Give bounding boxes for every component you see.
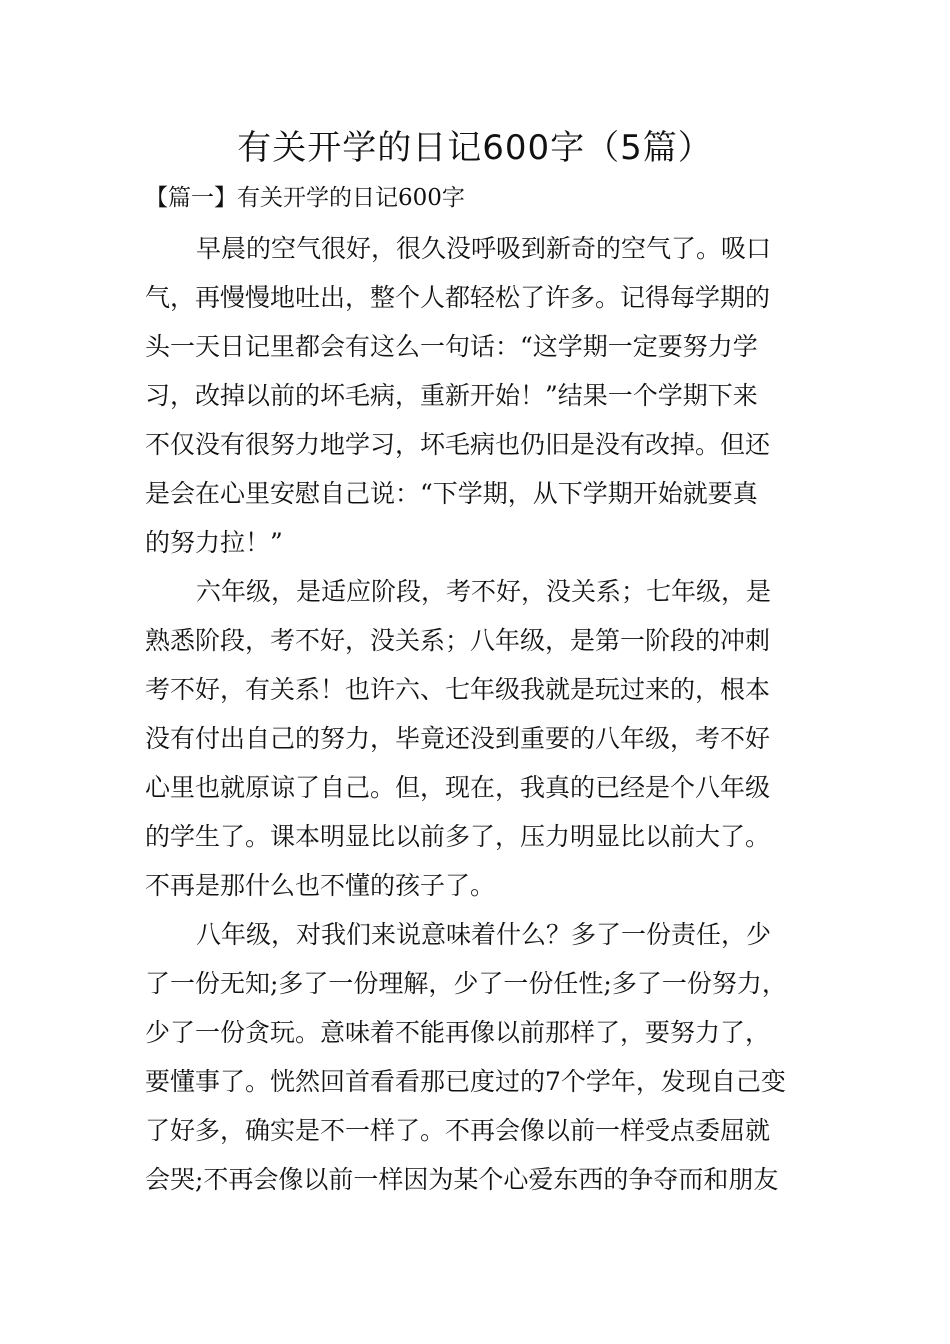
text-line: 早晨的空气很好，很久没呼吸到新奇的空气了。吸口: [196, 234, 772, 263]
text-line: 没有付出自己的努力，毕竟还没到重要的八年级，考不好: [145, 724, 771, 753]
text-line: 要懂事了。恍然回首看看那已度过的7个学年，发现自己变: [145, 1067, 786, 1096]
text-line: 气，再慢慢地吐出，整个人都轻松了许多。记得每学期的: [145, 283, 771, 312]
text-line: 少了一份贪玩。意味着不能再像以前那样了，要努力了，: [145, 1018, 771, 1047]
text-line: 头一天日记里都会有这么一句话：“这学期一定要努力学: [145, 332, 758, 361]
text-line: 熟悉阶段，考不好，没关系；八年级，是第一阶段的冲刺: [145, 626, 771, 655]
text-line: 是会在心里安慰自己说：“下学期，从下学期开始就要真: [145, 479, 758, 508]
paragraph-1: [145, 224, 815, 567]
text-line: 习，改掉以前的坏毛病，重新开始！”结果一个学期下来: [145, 381, 758, 410]
text-line: 八年级，对我们来说意味着什么？多了一份责任，少: [196, 920, 772, 949]
section-heading: 【篇一】有关开学的日记600字: [145, 185, 465, 211]
text-line: 的学生了。课本明显比以前多了，压力明显比以前大了。: [145, 822, 771, 851]
text-line: 不再是那什么也不懂的孩子了。: [145, 871, 496, 900]
text-line: 心里也就原谅了自己。但，现在，我真的已经是个八年级: [145, 773, 771, 802]
text-line: 考不好，有关系！也许六、七年级我就是玩过来的，根本: [145, 675, 771, 704]
text-line: 会哭;不再会像以前一样因为某个心爱东西的争夺而和朋友: [145, 1165, 779, 1194]
paragraph-2: [145, 567, 815, 910]
document-title: 有关开学的日记600字（5篇）: [237, 128, 713, 168]
text-line: 六年级，是适应阶段，考不好，没关系；七年级，是: [196, 577, 772, 606]
document-body: [145, 224, 815, 1204]
text-line: 了好多，确实是不一样了。不再会像以前一样受点委屈就: [145, 1116, 771, 1145]
paragraph-3: [145, 910, 815, 1204]
text-line: 不仅没有很努力地学习，坏毛病也仍旧是没有改掉。但还: [145, 430, 771, 459]
text-line: 了一份无知;多了一份理解，少了一份任性;多了一份努力，: [145, 969, 787, 998]
text-line: 的努力拉！”: [145, 528, 283, 557]
